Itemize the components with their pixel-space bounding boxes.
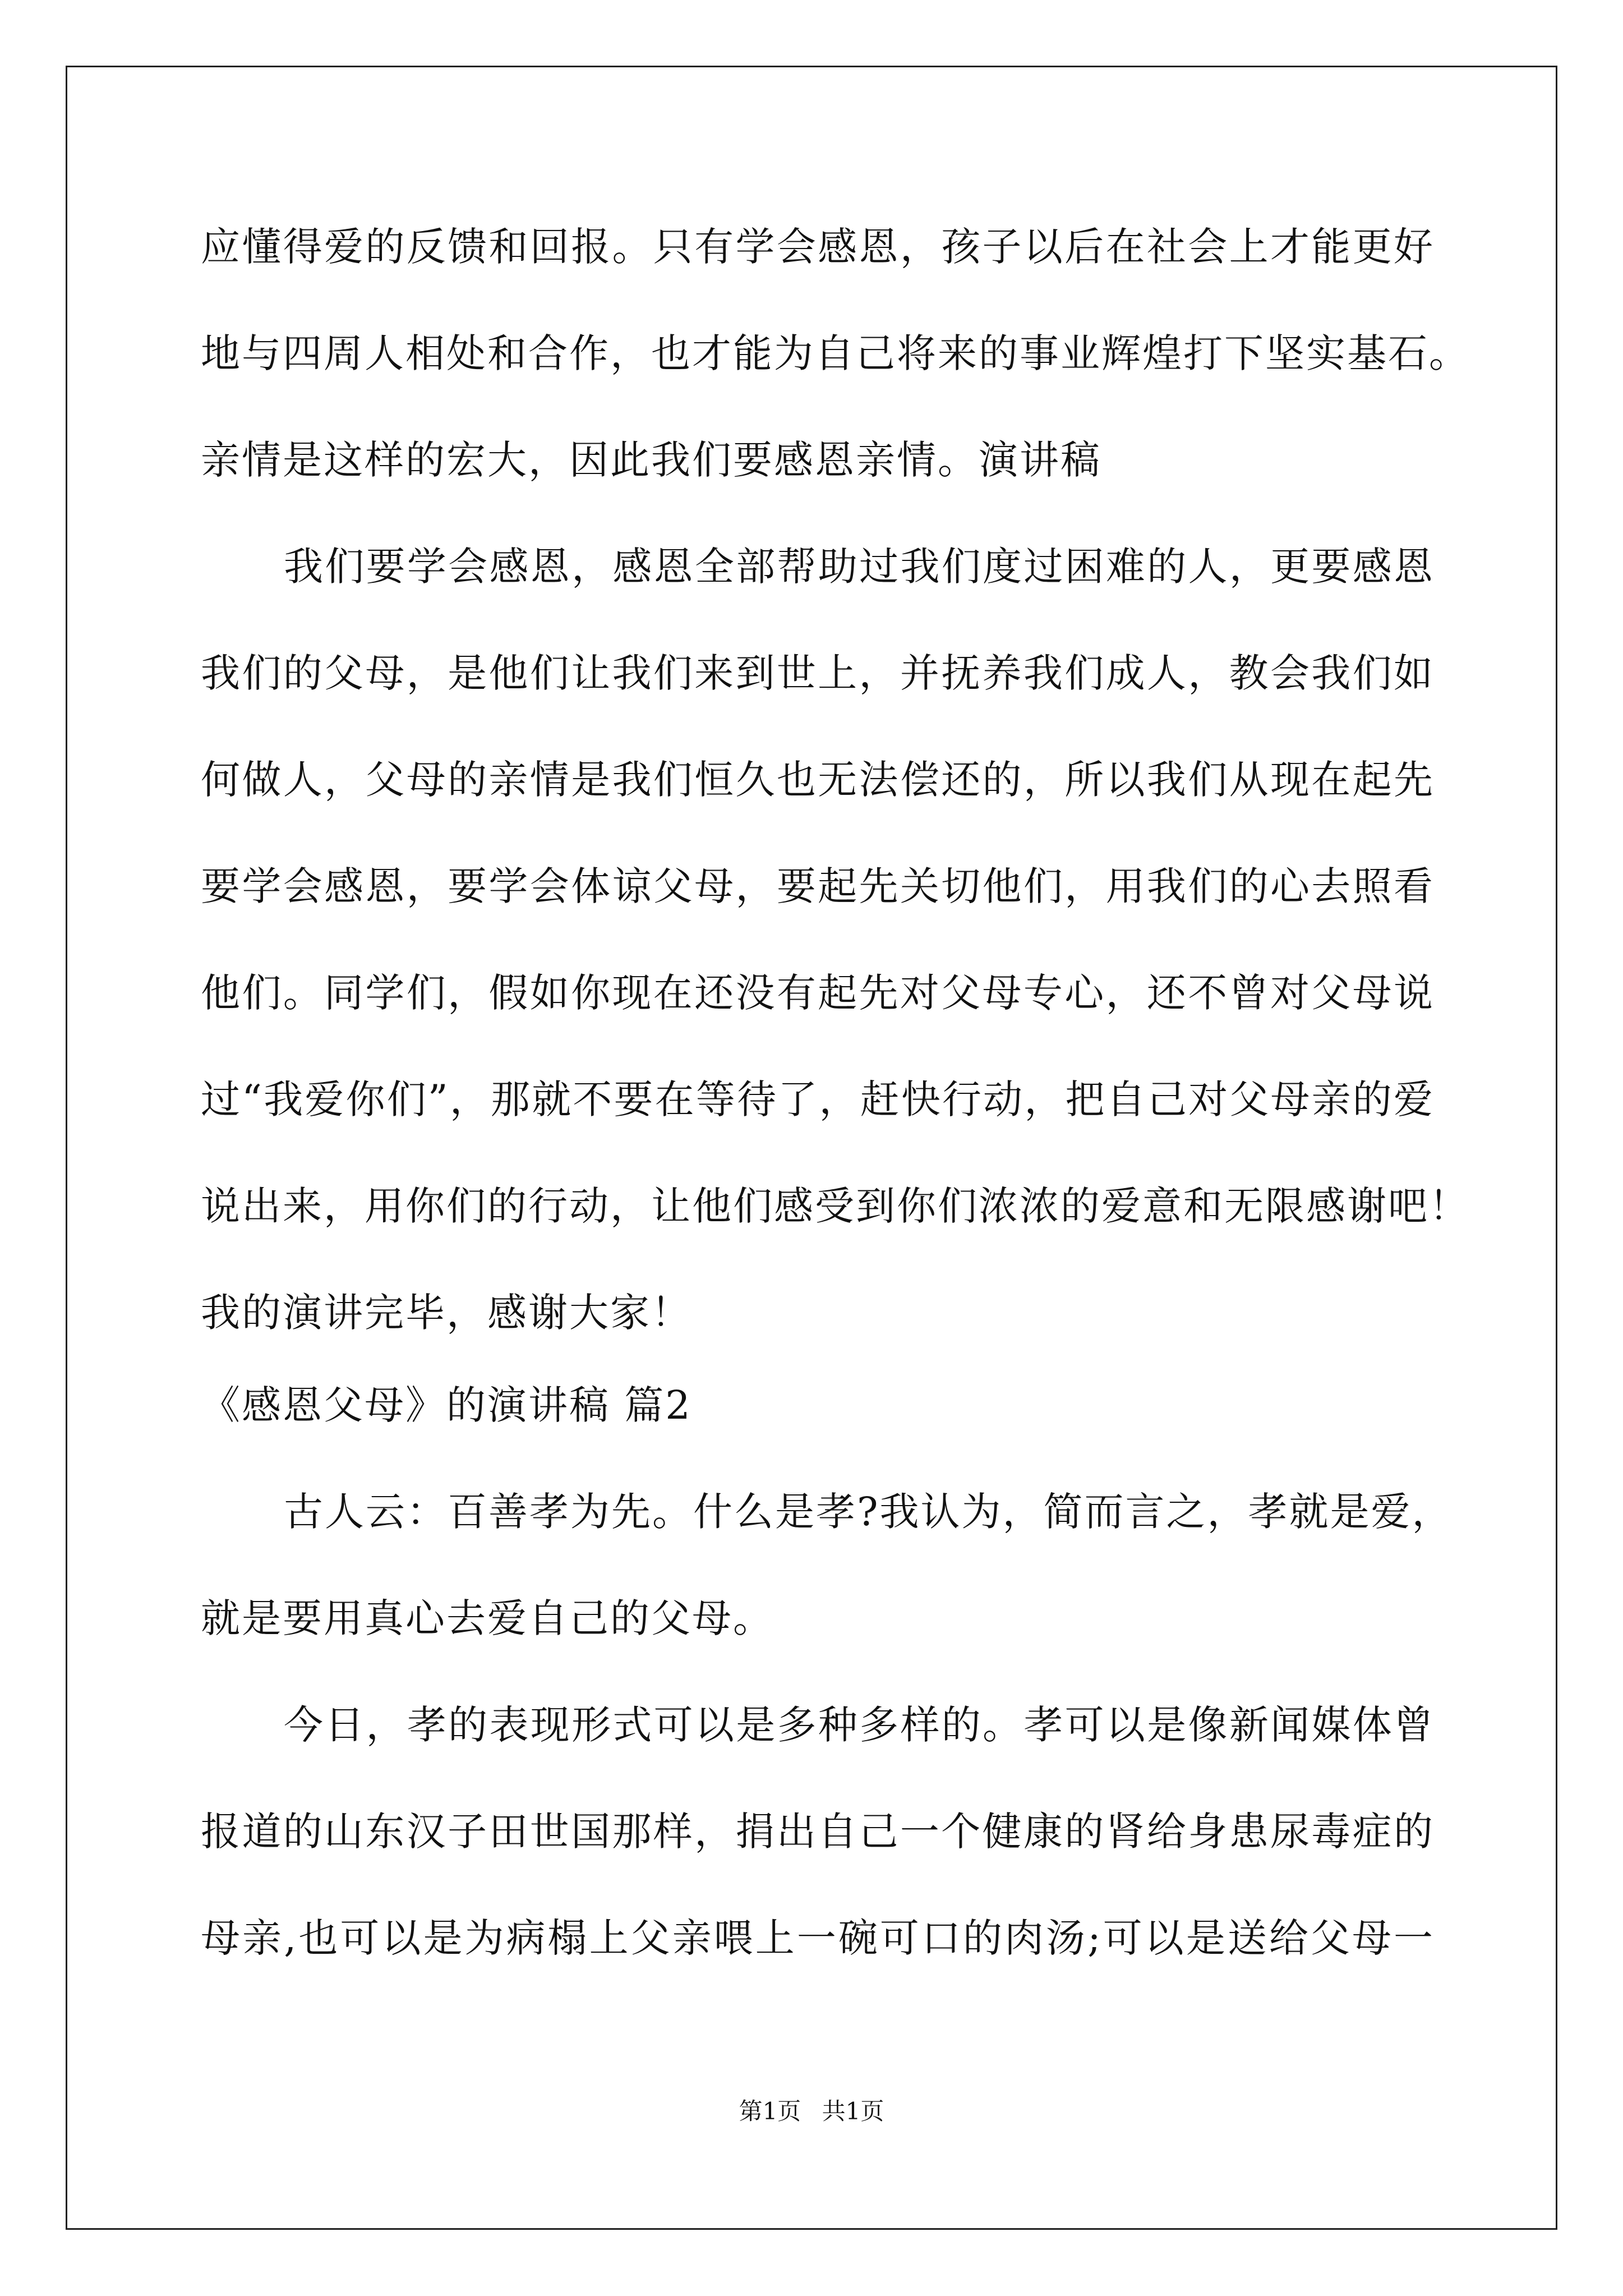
paragraph-line: 要学会感恩，要学会体谅父母，要起先关切他们，用我们的心去照看 — [201, 863, 1435, 909]
paragraph-line: 说出来，用你们的行动，让他们感受到你们浓浓的爱意和无限感谢吧！ — [201, 1183, 1470, 1229]
paragraph-line: 应懂得爱的反馈和回报。只有学会感恩，孩子以后在社会上才能更好 — [201, 224, 1435, 270]
paragraph-line: 就是要用真心去爱自己的父母。 — [201, 1595, 774, 1641]
page-border — [66, 66, 1557, 2230]
page-footer — [0, 2096, 1623, 2127]
page-number: 第1页 — [739, 2097, 801, 2125]
section-heading: 《感恩父母》的演讲稿 篇2 — [201, 1382, 692, 1428]
paragraph-line: 亲情是这样的宏大，因此我们要感恩亲情。演讲稿 — [201, 437, 1101, 483]
paragraph-line: 今日，孝的表现形式可以是多种多样的。孝可以是像新闻媒体曾 — [284, 1702, 1435, 1748]
paragraph-line: 过“我爱你们”，那就不要在等待了，赶快行动，把自己对父母亲的爱 — [201, 1076, 1435, 1122]
paragraph-line: 古人云：百善孝为先。什么是孝?我认为，简而言之，孝就是爱， — [284, 1489, 1453, 1535]
paragraph-line: 他们。同学们，假如你现在还没有起先对父母专心，还不曾对父母说 — [201, 970, 1435, 1016]
paragraph-line: 我们要学会感恩，感恩全部帮助过我们度过困难的人，更要感恩 — [284, 544, 1435, 590]
paragraph-line: 地与四周人相处和合作，也才能为自己将来的事业辉煌打下坚实基石。 — [201, 330, 1470, 376]
paragraph-line: 报道的山东汉子田世国那样，捐出自己一个健康的肾给身患尿毒症的 — [201, 1809, 1435, 1855]
paragraph-line: 母亲,也可以是为病榻上父亲喂上一碗可口的肉汤;可以是送给父母一 — [201, 1915, 1435, 1961]
paragraph-line: 我们的父母，是他们让我们来到世上，并抚养我们成人，教会我们如 — [201, 650, 1435, 696]
page-total: 共1页 — [822, 2097, 884, 2125]
paragraph-line: 何做人，父母的亲情是我们恒久也无法偿还的，所以我们从现在起先 — [201, 757, 1435, 803]
paragraph-line: 我的演讲完毕，感谢大家！ — [201, 1290, 692, 1336]
